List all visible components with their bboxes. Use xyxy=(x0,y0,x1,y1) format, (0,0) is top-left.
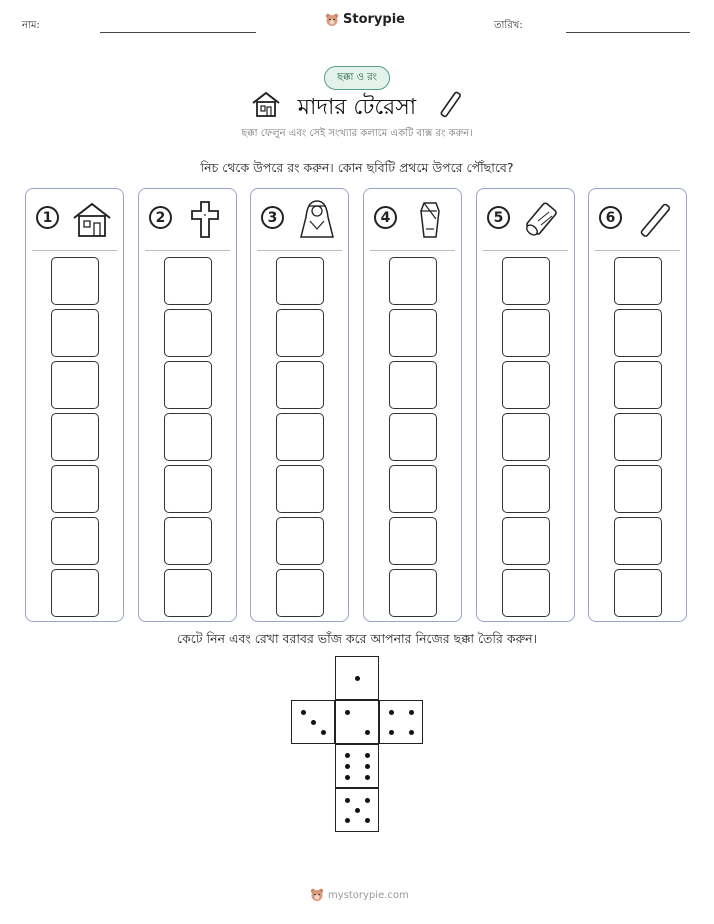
color-box[interactable] xyxy=(389,465,437,513)
pip xyxy=(365,798,370,803)
column-divider xyxy=(370,250,455,251)
column-divider xyxy=(595,250,680,251)
pip xyxy=(311,720,316,725)
column-number: 2 xyxy=(149,206,172,229)
color-box[interactable] xyxy=(164,309,212,357)
bear-logo-icon xyxy=(310,888,324,902)
bear-logo-icon xyxy=(325,13,339,27)
column-divider xyxy=(483,250,568,251)
color-box[interactable] xyxy=(164,257,212,305)
pip xyxy=(365,775,370,780)
column-divider xyxy=(257,250,342,251)
pip xyxy=(345,710,350,715)
color-box[interactable] xyxy=(502,257,550,305)
pip xyxy=(345,818,350,823)
pip xyxy=(355,676,360,681)
column-4 xyxy=(363,188,462,622)
color-box[interactable] xyxy=(51,517,99,565)
color-box[interactable] xyxy=(164,569,212,617)
column-5 xyxy=(476,188,575,622)
color-box[interactable] xyxy=(614,517,662,565)
color-box[interactable] xyxy=(164,465,212,513)
column-number: 4 xyxy=(374,206,397,229)
color-box[interactable] xyxy=(276,517,324,565)
color-box[interactable] xyxy=(614,257,662,305)
pip xyxy=(389,710,394,715)
page-title: মাদার টেরেসা xyxy=(297,95,417,120)
date-line[interactable] xyxy=(566,32,690,33)
color-box[interactable] xyxy=(389,517,437,565)
pip xyxy=(365,753,370,758)
pip xyxy=(409,730,414,735)
date-label: তারিখ: xyxy=(494,20,523,31)
color-box[interactable] xyxy=(164,413,212,461)
column-3 xyxy=(250,188,349,622)
color-box[interactable] xyxy=(389,413,437,461)
color-box[interactable] xyxy=(389,309,437,357)
question: নিচ থেকে উপরে রং করুন। কোন ছবিটি প্রথমে উপরে পৌঁছাবে? xyxy=(200,160,514,175)
sari-icon xyxy=(408,199,452,239)
cross-icon xyxy=(183,199,227,239)
column-divider xyxy=(32,250,117,251)
color-box[interactable] xyxy=(51,309,99,357)
color-box[interactable] xyxy=(614,465,662,513)
pip xyxy=(409,710,414,715)
pip xyxy=(355,808,360,813)
color-box[interactable] xyxy=(389,257,437,305)
name-line[interactable] xyxy=(100,32,256,33)
pip xyxy=(345,753,350,758)
color-box[interactable] xyxy=(614,361,662,409)
brand-name: Storypie xyxy=(343,12,405,27)
house-icon xyxy=(70,199,114,239)
column-number: 3 xyxy=(261,206,284,229)
brand-logo xyxy=(325,12,405,27)
nun-icon xyxy=(295,199,339,239)
pip xyxy=(365,818,370,823)
color-box[interactable] xyxy=(51,465,99,513)
color-box[interactable] xyxy=(389,569,437,617)
pip xyxy=(345,775,350,780)
color-box[interactable] xyxy=(502,309,550,357)
dice-face-5 xyxy=(335,788,379,832)
color-box[interactable] xyxy=(276,257,324,305)
column-number: 1 xyxy=(36,206,59,229)
name-label: নাম: xyxy=(22,20,40,31)
pip xyxy=(389,730,394,735)
dice-instruction: কেটে নিন এবং রেখা বরাবর ভাঁজ করে আপনার নিজের ছক্কা তৈরি করুন। xyxy=(176,631,538,646)
color-box[interactable] xyxy=(164,517,212,565)
column-divider xyxy=(145,250,230,251)
color-box[interactable] xyxy=(276,361,324,409)
footer xyxy=(310,888,409,902)
chalk-icon xyxy=(633,199,677,239)
color-box[interactable] xyxy=(389,361,437,409)
color-box[interactable] xyxy=(502,413,550,461)
color-box[interactable] xyxy=(276,465,324,513)
dice-face-4 xyxy=(379,700,423,744)
color-box[interactable] xyxy=(614,309,662,357)
pip xyxy=(365,764,370,769)
color-box[interactable] xyxy=(51,413,99,461)
subtitle: ছক্কা ফেলুন এবং সেই সংখ্যার কলামে একটি বাক্স রং করুন। xyxy=(241,128,473,139)
footer-url[interactable]: mystorypie.com xyxy=(328,889,409,901)
color-box[interactable] xyxy=(614,569,662,617)
color-box[interactable] xyxy=(276,569,324,617)
color-box[interactable] xyxy=(164,361,212,409)
pip xyxy=(321,730,326,735)
pip xyxy=(365,730,370,735)
color-box[interactable] xyxy=(502,465,550,513)
dice-face-6 xyxy=(335,744,379,788)
column-number: 5 xyxy=(487,206,510,229)
chalk-icon xyxy=(440,90,462,118)
column-6 xyxy=(588,188,687,622)
color-box[interactable] xyxy=(502,569,550,617)
color-box[interactable] xyxy=(614,413,662,461)
color-box[interactable] xyxy=(51,257,99,305)
color-box[interactable] xyxy=(51,569,99,617)
color-box[interactable] xyxy=(276,309,324,357)
scroll-icon xyxy=(521,199,565,239)
column-number: 6 xyxy=(599,206,622,229)
pip xyxy=(345,764,350,769)
dice-face-3 xyxy=(291,700,335,744)
pip xyxy=(345,798,350,803)
color-box[interactable] xyxy=(502,361,550,409)
color-box[interactable] xyxy=(51,361,99,409)
column-1 xyxy=(25,188,124,622)
color-box[interactable] xyxy=(276,413,324,461)
color-box[interactable] xyxy=(502,517,550,565)
pip xyxy=(301,710,306,715)
dice-face-1 xyxy=(335,656,379,700)
dice-face-2 xyxy=(335,700,379,744)
column-2 xyxy=(138,188,237,622)
activity-badge: ছক্কা ও রং xyxy=(324,66,390,90)
